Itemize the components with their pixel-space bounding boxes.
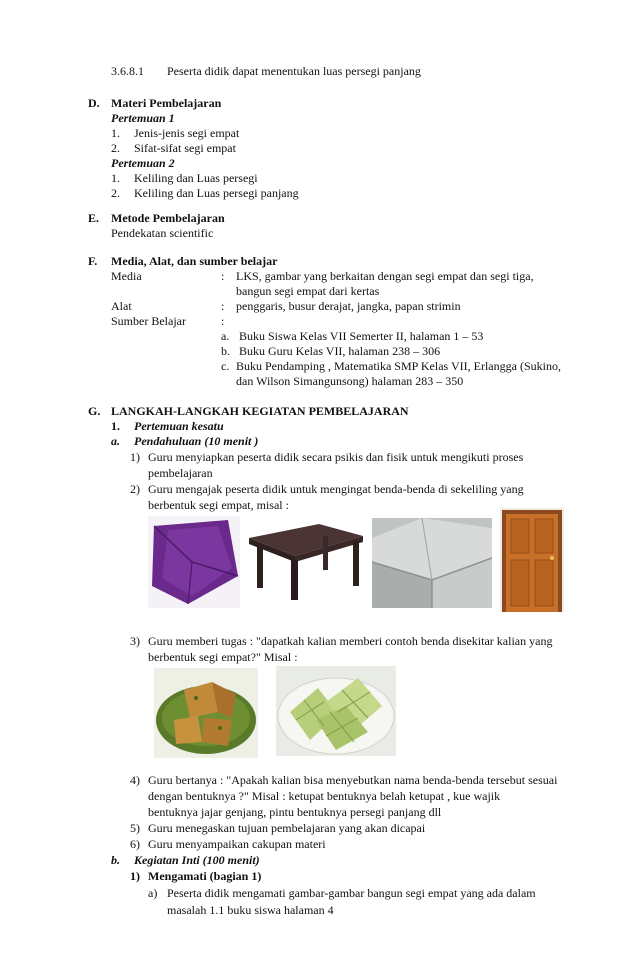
meeting-1-label: Pertemuan 1 — [111, 111, 175, 125]
purple-napkin-image — [148, 516, 240, 608]
subsection-letter: b. — [111, 853, 120, 867]
section-f-letter: F. — [88, 254, 98, 268]
step-text: Guru mengajak peserta didik untuk mengingat benda-benda di sekeliling yang — [148, 482, 524, 496]
floor-tiles-image — [372, 518, 492, 608]
step-num: 3) — [130, 634, 140, 648]
list-item: Sifat-sifat segi empat — [134, 141, 236, 155]
media-label: Media — [111, 269, 142, 283]
source-item-letter: b. — [221, 344, 230, 358]
objective-text: Peserta didik dapat menentukan luas persegi panjang — [167, 64, 421, 78]
step-text: berbentuk segi empat, misal : — [148, 498, 289, 512]
source-item: Buku Pendamping , Matematika SMP Kelas VII, Erlangga (Sukino, — [236, 359, 561, 373]
ketupat-image — [276, 666, 396, 756]
media-text: LKS, gambar yang berkaitan dengan segi empat dan segi tiga, — [236, 269, 534, 283]
section-e-title: Metode Pembelajaran — [111, 211, 225, 225]
activity-item-text: Peserta didik mengamati gambar-gambar bangun segi empat yang ada dalam — [167, 886, 536, 900]
section-d-title: Materi Pembelajaran — [111, 96, 222, 110]
meeting-title: Pertemuan kesatu — [134, 419, 224, 433]
meeting-num: 1. — [111, 419, 120, 433]
list-item-num: 2. — [111, 186, 120, 200]
source-item: dan Wilson Simangunsong) halaman 283 – 350 — [236, 374, 464, 388]
activity-item-num: a) — [148, 886, 158, 900]
step-text: Guru bertanya : "Apakah kalian bisa menyebutkan nama benda-benda tersebut sesuai — [148, 773, 558, 787]
subsection-letter: a. — [111, 434, 120, 448]
brown-table-image — [245, 516, 365, 606]
step-num: 6) — [130, 837, 140, 851]
colon: : — [221, 299, 225, 313]
step-text: Guru memberi tugas : "dapatkah kalian memberi contoh benda disekitar kalian yang — [148, 634, 553, 648]
subsection-title: Kegiatan Inti (100 menit) — [134, 853, 260, 867]
step-num: 1) — [130, 450, 140, 464]
list-item: Jenis-jenis segi empat — [134, 126, 240, 140]
list-item: Keliling dan Luas persegi — [134, 171, 258, 185]
source-item-letter: a. — [221, 329, 230, 343]
section-g-letter: G. — [88, 404, 101, 418]
step-text: Guru menyampaikan cakupan materi — [148, 837, 326, 851]
step-text: Guru menegaskan tujuan pembelajaran yang akan dicapai — [148, 821, 426, 835]
step-num: 5) — [130, 821, 140, 835]
media-text: bangun segi empat dari kertas — [236, 284, 380, 298]
step-text: bentuknya jajar genjang, pintu bentuknya persegi panjang dll — [148, 805, 442, 819]
list-item-num: 1. — [111, 126, 120, 140]
step-text: pembelajaran — [148, 466, 213, 480]
section-d-letter: D. — [88, 96, 100, 110]
section-e-letter: E. — [88, 211, 100, 225]
source-item: Buku Guru Kelas VII, halaman 238 – 306 — [239, 344, 441, 358]
step-num: 4) — [130, 773, 140, 787]
activity-item-text: masalah 1.1 buku siswa halaman 4 — [167, 903, 334, 917]
colon: : — [221, 314, 225, 328]
meeting-2-label: Pertemuan 2 — [111, 156, 175, 170]
wajik-cake-image — [154, 668, 258, 758]
list-item-num: 2. — [111, 141, 120, 155]
method-text: Pendekatan scientific — [111, 226, 214, 240]
colon: : — [221, 269, 225, 283]
list-item: Keliling dan Luas persegi panjang — [134, 186, 299, 200]
section-g-title: LANGKAH-LANGKAH KEGIATAN PEMBELAJARAN — [111, 404, 409, 418]
step-num: 2) — [130, 482, 140, 496]
source-item: Buku Siswa Kelas VII Semerter II, halaman 1 – 53 — [239, 329, 484, 343]
wooden-door-image — [500, 508, 564, 612]
activity-title: Mengamati (bagian 1) — [148, 869, 262, 883]
objective-number: 3.6.8.1 — [111, 64, 144, 78]
step-text: berbentuk segi empat?" Misal : — [148, 650, 298, 664]
tools-text: penggaris, busur derajat, jangka, papan strimin — [236, 299, 461, 313]
source-item-letter: c. — [221, 359, 230, 373]
activity-num: 1) — [130, 869, 140, 883]
tools-label: Alat — [111, 299, 132, 313]
source-label: Sumber Belajar — [111, 314, 186, 328]
section-f-title: Media, Alat, dan sumber belajar — [111, 254, 278, 268]
step-text: Guru menyiapkan peserta didik secara psikis dan fisik untuk mengikuti proses — [148, 450, 524, 464]
step-text: dengan bentuknya ?" Misal : ketupat bentuknya belah ketupat , kue wajik — [148, 789, 501, 803]
list-item-num: 1. — [111, 171, 120, 185]
subsection-title: Pendahuluan (10 menit ) — [134, 434, 259, 448]
